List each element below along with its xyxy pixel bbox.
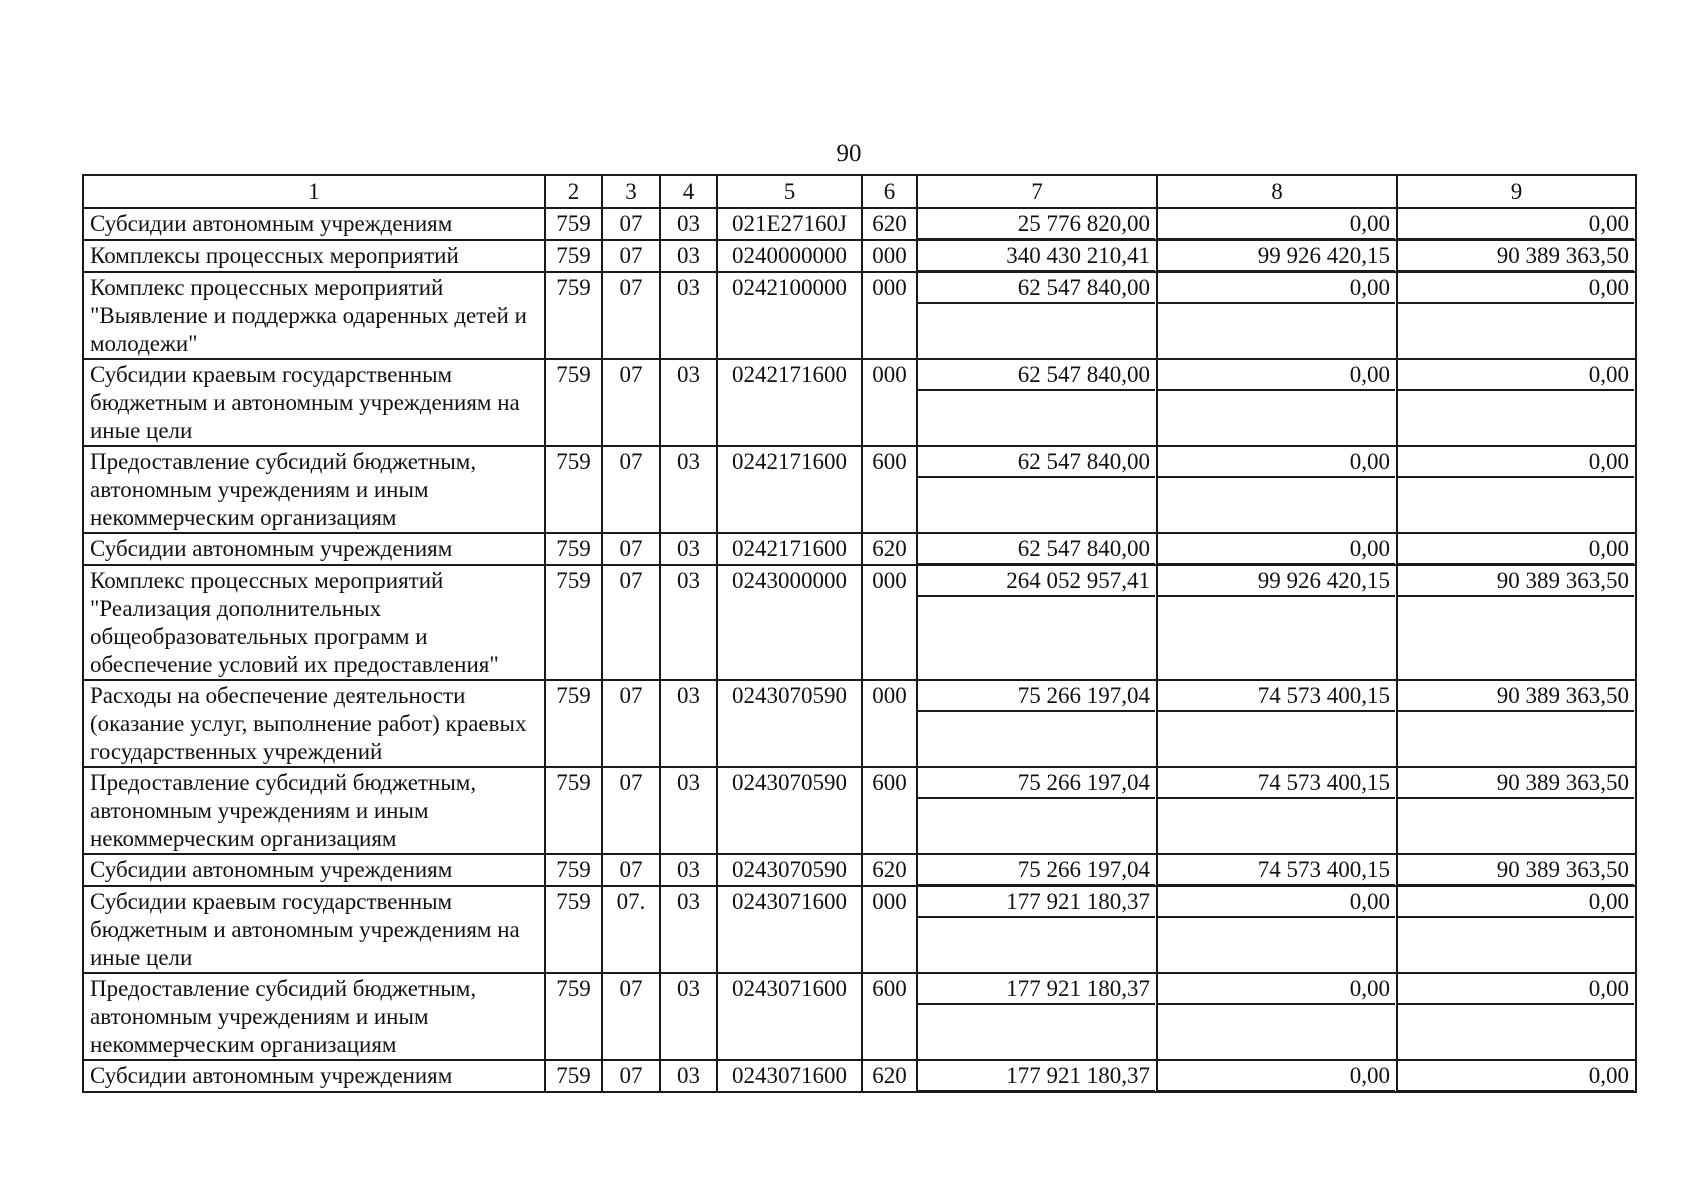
cell-amount-7 [917, 272, 1157, 359]
cell-amount-8 [1157, 446, 1397, 533]
cell-expense-type: 620 [862, 533, 917, 565]
cell-target-article: 0242171600 [717, 533, 862, 565]
cell-amount-9 [1397, 973, 1636, 1060]
amount-value: 264 052 957,41 [918, 567, 1155, 597]
cell-ministry: 759 [545, 886, 602, 973]
cell-expense-type: 000 [862, 359, 917, 446]
cell-subsection: 03 [660, 767, 717, 854]
amount-value: 0,00 [1398, 1062, 1634, 1092]
cell-amount-7 [917, 854, 1157, 886]
row-name-cell: Предоставление субсидий бюджетным, автономным учреждениям и иным некоммерческим организациям [83, 973, 545, 1060]
cell-amount-8 [1157, 565, 1397, 680]
cell-subsection: 03 [660, 359, 717, 446]
row-name-cell: Комплексы процессных мероприятий [83, 240, 545, 272]
cell-amount-9 [1397, 533, 1636, 565]
amount-value: 177 921 180,37 [918, 975, 1155, 1005]
cell-expense-type: 620 [862, 1060, 917, 1092]
row-name-cell: Предоставление субсидий бюджетным, автономным учреждениям и иным некоммерческим организациям [83, 446, 545, 533]
budget-table [82, 174, 1637, 1093]
row-name-cell: Предоставление субсидий бюджетным, автономным учреждениям и иным некоммерческим организациям [83, 767, 545, 854]
cell-target-article: 0243000000 [717, 565, 862, 680]
cell-section: 07 [602, 680, 660, 767]
table-row [83, 886, 1636, 973]
amount-value: 99 926 420,15 [1158, 567, 1395, 597]
header-row [83, 175, 1636, 208]
cell-section: 07 [602, 767, 660, 854]
cell-amount-9 [1397, 886, 1636, 973]
table-row [83, 240, 1636, 272]
amount-value: 177 921 180,37 [918, 888, 1155, 918]
amount-value: 0,00 [1398, 888, 1634, 918]
cell-amount-7 [917, 240, 1157, 272]
table-row [83, 272, 1636, 359]
cell-section: 07 [602, 533, 660, 565]
cell-expense-type: 600 [862, 446, 917, 533]
amount-value: 177 921 180,37 [918, 1062, 1155, 1092]
amount-value: 74 573 400,15 [1158, 769, 1395, 799]
page-number: 90 [836, 140, 862, 167]
cell-amount-9 [1397, 446, 1636, 533]
row-name-cell: Расходы на обеспечение деятельности (оказание услуг, выполнение работ) краевых государственных учреждений [83, 680, 545, 767]
row-name-cell: Субсидии автономным учреждениям [83, 854, 545, 886]
amount-value: 0,00 [1398, 535, 1634, 565]
amount-value: 90 389 363,50 [1398, 567, 1634, 597]
cell-expense-type: 600 [862, 767, 917, 854]
amount-value: 0,00 [1398, 448, 1634, 478]
amount-value: 90 389 363,50 [1398, 769, 1634, 799]
amount-value: 75 266 197,04 [918, 769, 1155, 799]
row-name-cell: Субсидии автономным учреждениям [83, 1060, 545, 1092]
cell-target-article: 0243070590 [717, 767, 862, 854]
cell-subsection: 03 [660, 565, 717, 680]
cell-amount-8 [1157, 767, 1397, 854]
row-name-cell: Субсидии краевым государственным бюджетным и автономным учреждениям на иные цели [83, 886, 545, 973]
cell-amount-9 [1397, 680, 1636, 767]
table-row [83, 446, 1636, 533]
cell-amount-7 [917, 359, 1157, 446]
amount-value: 62 547 840,00 [918, 361, 1155, 391]
cell-amount-9 [1397, 272, 1636, 359]
column-header: 5 [717, 175, 862, 208]
cell-subsection: 03 [660, 272, 717, 359]
table-row [83, 680, 1636, 767]
table-row [83, 565, 1636, 680]
cell-subsection: 03 [660, 208, 717, 240]
cell-subsection: 03 [660, 680, 717, 767]
cell-amount-8 [1157, 854, 1397, 886]
cell-ministry: 759 [545, 767, 602, 854]
cell-subsection: 03 [660, 533, 717, 565]
amount-value: 0,00 [1398, 361, 1634, 391]
cell-target-article: 021E27160J [717, 208, 862, 240]
cell-amount-8 [1157, 1060, 1397, 1092]
amount-value: 90 389 363,50 [1398, 856, 1634, 886]
cell-amount-9 [1397, 208, 1636, 240]
cell-ministry: 759 [545, 240, 602, 272]
cell-ministry: 759 [545, 854, 602, 886]
cell-subsection: 03 [660, 854, 717, 886]
cell-amount-9 [1397, 359, 1636, 446]
cell-target-article: 0240000000 [717, 240, 862, 272]
cell-expense-type: 620 [862, 854, 917, 886]
cell-amount-8 [1157, 533, 1397, 565]
cell-target-article: 0243070590 [717, 680, 862, 767]
cell-subsection: 03 [660, 240, 717, 272]
cell-subsection: 03 [660, 886, 717, 973]
amount-value: 25 776 820,00 [918, 210, 1155, 240]
row-name-cell: Комплекс процессных мероприятий "Выявление и поддержка одаренных детей и молодежи" [83, 272, 545, 359]
cell-section: 07 [602, 272, 660, 359]
column-header: 8 [1157, 175, 1397, 208]
cell-amount-7 [917, 886, 1157, 973]
amount-value: 0,00 [1158, 448, 1395, 478]
cell-amount-8 [1157, 680, 1397, 767]
cell-amount-8 [1157, 973, 1397, 1060]
cell-target-article: 0243070590 [717, 854, 862, 886]
row-name-cell: Субсидии краевым государственным бюджетным и автономным учреждениям на иные цели [83, 359, 545, 446]
cell-amount-8 [1157, 886, 1397, 973]
cell-subsection: 03 [660, 446, 717, 533]
cell-section: 07 [602, 1060, 660, 1092]
cell-amount-8 [1157, 240, 1397, 272]
cell-section: 07 [602, 240, 660, 272]
amount-value: 0,00 [1398, 210, 1634, 240]
cell-amount-9 [1397, 767, 1636, 854]
cell-ministry: 759 [545, 680, 602, 767]
cell-amount-8 [1157, 359, 1397, 446]
row-name-cell: Комплекс процессных мероприятий "Реализация дополнительных общеобразовательных программ и обеспечение условий их предоставления" [83, 565, 545, 680]
cell-ministry: 759 [545, 359, 602, 446]
cell-ministry: 759 [545, 1060, 602, 1092]
table-row [83, 854, 1636, 886]
cell-amount-7 [917, 1060, 1157, 1092]
cell-amount-7 [917, 208, 1157, 240]
cell-amount-7 [917, 533, 1157, 565]
amount-value: 62 547 840,00 [918, 274, 1155, 304]
column-header: 3 [602, 175, 660, 208]
table-row [83, 359, 1636, 446]
amount-value: 0,00 [1158, 210, 1395, 240]
cell-subsection: 03 [660, 973, 717, 1060]
amount-value: 0,00 [1158, 888, 1395, 918]
cell-expense-type: 000 [862, 680, 917, 767]
cell-expense-type: 000 [862, 886, 917, 973]
cell-section: 07. [602, 886, 660, 973]
cell-target-article: 0243071600 [717, 886, 862, 973]
cell-ministry: 759 [545, 446, 602, 533]
amount-value: 0,00 [1158, 535, 1395, 565]
amount-value: 0,00 [1158, 975, 1395, 1005]
amount-value: 0,00 [1158, 361, 1395, 391]
amount-value: 90 389 363,50 [1398, 682, 1634, 712]
table-row [83, 767, 1636, 854]
cell-section: 07 [602, 854, 660, 886]
cell-amount-7 [917, 565, 1157, 680]
cell-ministry: 759 [545, 973, 602, 1060]
cell-expense-type: 600 [862, 973, 917, 1060]
amount-value: 0,00 [1158, 1062, 1395, 1092]
cell-expense-type: 000 [862, 240, 917, 272]
column-header: 9 [1397, 175, 1636, 208]
table-row [83, 1060, 1636, 1092]
table-row [83, 973, 1636, 1060]
cell-amount-9 [1397, 240, 1636, 272]
cell-amount-7 [917, 446, 1157, 533]
amount-value: 62 547 840,00 [918, 535, 1155, 565]
cell-expense-type: 000 [862, 565, 917, 680]
table-row [83, 533, 1636, 565]
cell-section: 07 [602, 208, 660, 240]
table-row [83, 208, 1636, 240]
amount-value: 75 266 197,04 [918, 856, 1155, 886]
cell-amount-8 [1157, 208, 1397, 240]
row-name-cell: Субсидии автономным учреждениям [83, 208, 545, 240]
table-body [83, 208, 1636, 1092]
cell-amount-8 [1157, 272, 1397, 359]
column-header: 6 [862, 175, 917, 208]
cell-section: 07 [602, 565, 660, 680]
amount-value: 62 547 840,00 [918, 448, 1155, 478]
cell-target-article: 0242171600 [717, 359, 862, 446]
cell-subsection: 03 [660, 1060, 717, 1092]
column-header: 1 [83, 175, 545, 208]
amount-value: 0,00 [1398, 975, 1634, 1005]
cell-amount-9 [1397, 565, 1636, 680]
cell-amount-7 [917, 973, 1157, 1060]
cell-target-article: 0242100000 [717, 272, 862, 359]
column-header: 2 [545, 175, 602, 208]
cell-ministry: 759 [545, 533, 602, 565]
cell-target-article: 0243071600 [717, 973, 862, 1060]
cell-target-article: 0242171600 [717, 446, 862, 533]
cell-section: 07 [602, 359, 660, 446]
cell-section: 07 [602, 446, 660, 533]
amount-value: 99 926 420,15 [1158, 242, 1395, 272]
amount-value: 0,00 [1398, 274, 1634, 304]
row-name-cell: Субсидии автономным учреждениям [83, 533, 545, 565]
cell-expense-type: 000 [862, 272, 917, 359]
cell-section: 07 [602, 973, 660, 1060]
amount-value: 0,00 [1158, 274, 1395, 304]
amount-value: 340 430 210,41 [918, 242, 1155, 272]
column-header: 7 [917, 175, 1157, 208]
cell-ministry: 759 [545, 208, 602, 240]
amount-value: 74 573 400,15 [1158, 856, 1395, 886]
amount-value: 75 266 197,04 [918, 682, 1155, 712]
cell-ministry: 759 [545, 272, 602, 359]
cell-expense-type: 620 [862, 208, 917, 240]
cell-amount-9 [1397, 854, 1636, 886]
amount-value: 90 389 363,50 [1398, 242, 1634, 272]
amount-value: 74 573 400,15 [1158, 682, 1395, 712]
cell-amount-9 [1397, 1060, 1636, 1092]
column-header: 4 [660, 175, 717, 208]
cell-target-article: 0243071600 [717, 1060, 862, 1092]
cell-ministry: 759 [545, 565, 602, 680]
cell-amount-7 [917, 680, 1157, 767]
cell-amount-7 [917, 767, 1157, 854]
